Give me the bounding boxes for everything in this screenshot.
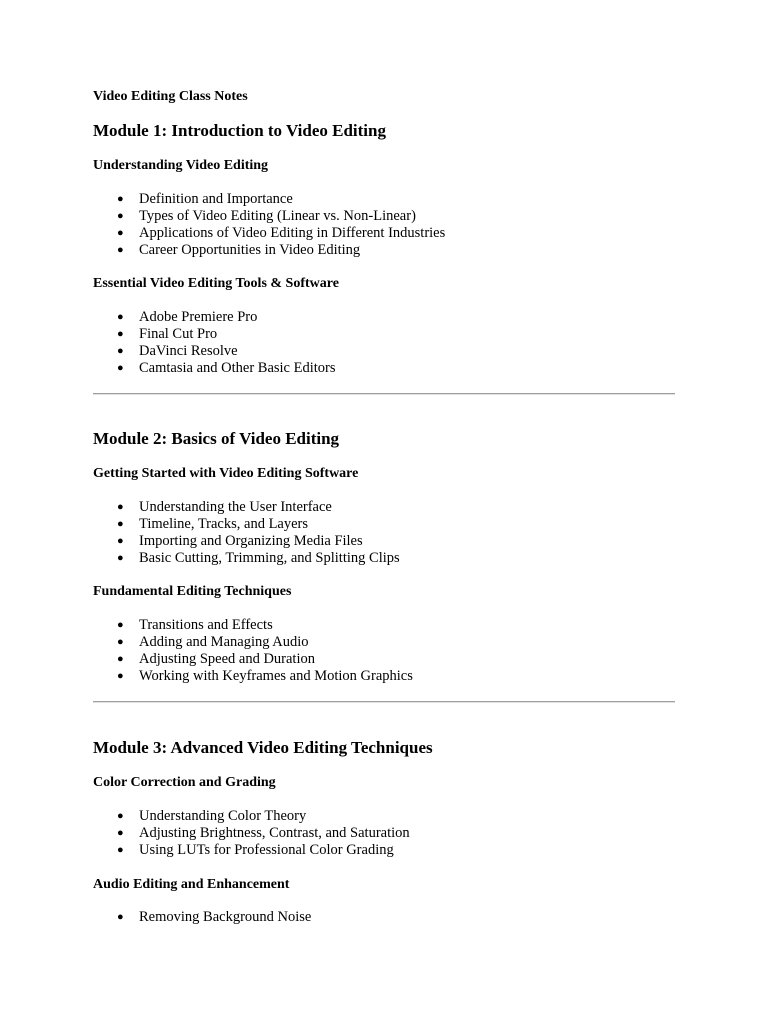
bullet-icon: ●: [117, 911, 124, 923]
bullet-icon: ●: [117, 227, 124, 239]
bullet-icon: ●: [117, 518, 124, 530]
section-understanding-video-editing-heading: Understanding Video Editing: [93, 158, 269, 173]
getting-started-list: [93, 499, 400, 567]
list-item: [93, 191, 445, 208]
list-item-text: Final Cut Pro: [139, 326, 218, 342]
bullet-icon: ●: [117, 653, 124, 665]
bullet-icon: ●: [117, 501, 124, 513]
bullet-icon: ●: [117, 636, 124, 648]
list-item-text: Adding and Managing Audio: [139, 634, 309, 650]
list-item: [93, 242, 445, 259]
list-item-text: Understanding the User Interface: [139, 499, 332, 515]
list-item-text: Applications of Video Editing in Different Industries: [139, 225, 446, 241]
list-item: [93, 634, 413, 651]
section-fundamental-techniques-heading: Fundamental Editing Techniques: [93, 584, 292, 599]
list-item-text: Timeline, Tracks, and Layers: [139, 516, 309, 532]
bullet-icon: ●: [117, 827, 124, 839]
list-item-text: Career Opportunities in Video Editing: [139, 242, 361, 258]
list-item-text: DaVinci Resolve: [139, 343, 238, 359]
list-item: [93, 343, 336, 360]
section-getting-started-heading: Getting Started with Video Editing Software: [93, 466, 359, 481]
bullet-icon: ●: [117, 311, 124, 323]
bullet-icon: ●: [117, 345, 124, 357]
list-item: [93, 516, 400, 533]
section-audio-editing-heading: Audio Editing and Enhancement: [93, 877, 290, 892]
list-item: [93, 533, 400, 550]
bullet-icon: ●: [117, 552, 124, 564]
list-item-text: Adobe Premiere Pro: [139, 309, 258, 325]
section-essential-tools-heading: Essential Video Editing Tools & Software: [93, 276, 339, 291]
list-item: [93, 825, 410, 842]
document-title: Video Editing Class Notes: [93, 89, 248, 104]
list-item-text: Adjusting Speed and Duration: [139, 651, 315, 667]
bullet-icon: ●: [117, 670, 124, 682]
horizontal-rule: [93, 701, 675, 703]
list-item: [93, 842, 410, 859]
list-item: [93, 309, 336, 326]
list-item: [93, 499, 400, 516]
horizontal-rule: [93, 393, 675, 395]
bullet-icon: ●: [117, 244, 124, 256]
list-item: [93, 808, 410, 825]
module-1-heading: Module 1: Introduction to Video Editing: [93, 121, 386, 140]
bullet-icon: ●: [117, 193, 124, 205]
list-item-text: Importing and Organizing Media Files: [139, 533, 363, 549]
audio-editing-list: [93, 909, 311, 926]
module-2-heading: Module 2: Basics of Video Editing: [93, 429, 340, 448]
fundamental-techniques-list: [93, 617, 413, 685]
list-item-text: Understanding Color Theory: [139, 808, 307, 824]
list-item-text: Types of Video Editing (Linear vs. Non-Linear): [139, 208, 416, 224]
bullet-icon: ●: [117, 844, 124, 856]
section-color-correction-heading: Color Correction and Grading: [93, 775, 276, 790]
list-item-text: Basic Cutting, Trimming, and Splitting Clips: [139, 550, 400, 566]
bullet-icon: ●: [117, 328, 124, 340]
understanding-video-editing-list: [93, 191, 445, 259]
list-item-text: Transitions and Effects: [139, 617, 273, 633]
list-item: [93, 668, 413, 685]
list-item-text: Working with Keyframes and Motion Graphics: [139, 668, 413, 684]
list-item-text: Adjusting Brightness, Contrast, and Saturation: [139, 825, 410, 841]
list-item: [93, 550, 400, 567]
bullet-icon: ●: [117, 535, 124, 547]
list-item: [93, 360, 336, 377]
list-item-text: Using LUTs for Professional Color Grading: [139, 842, 394, 858]
list-item: [93, 909, 311, 926]
color-correction-list: [93, 808, 410, 859]
module-3-heading: Module 3: Advanced Video Editing Techniques: [93, 738, 433, 757]
list-item: [93, 326, 336, 343]
list-item: [93, 651, 413, 668]
list-item: [93, 208, 445, 225]
bullet-icon: ●: [117, 619, 124, 631]
bullet-icon: ●: [117, 362, 124, 374]
list-item: [93, 617, 413, 634]
list-item: [93, 225, 445, 242]
list-item-text: Removing Background Noise: [139, 909, 312, 925]
essential-tools-list: [93, 309, 336, 377]
list-item-text: Definition and Importance: [139, 191, 293, 207]
bullet-icon: ●: [117, 210, 124, 222]
bullet-icon: ●: [117, 810, 124, 822]
list-item-text: Camtasia and Other Basic Editors: [139, 360, 336, 376]
